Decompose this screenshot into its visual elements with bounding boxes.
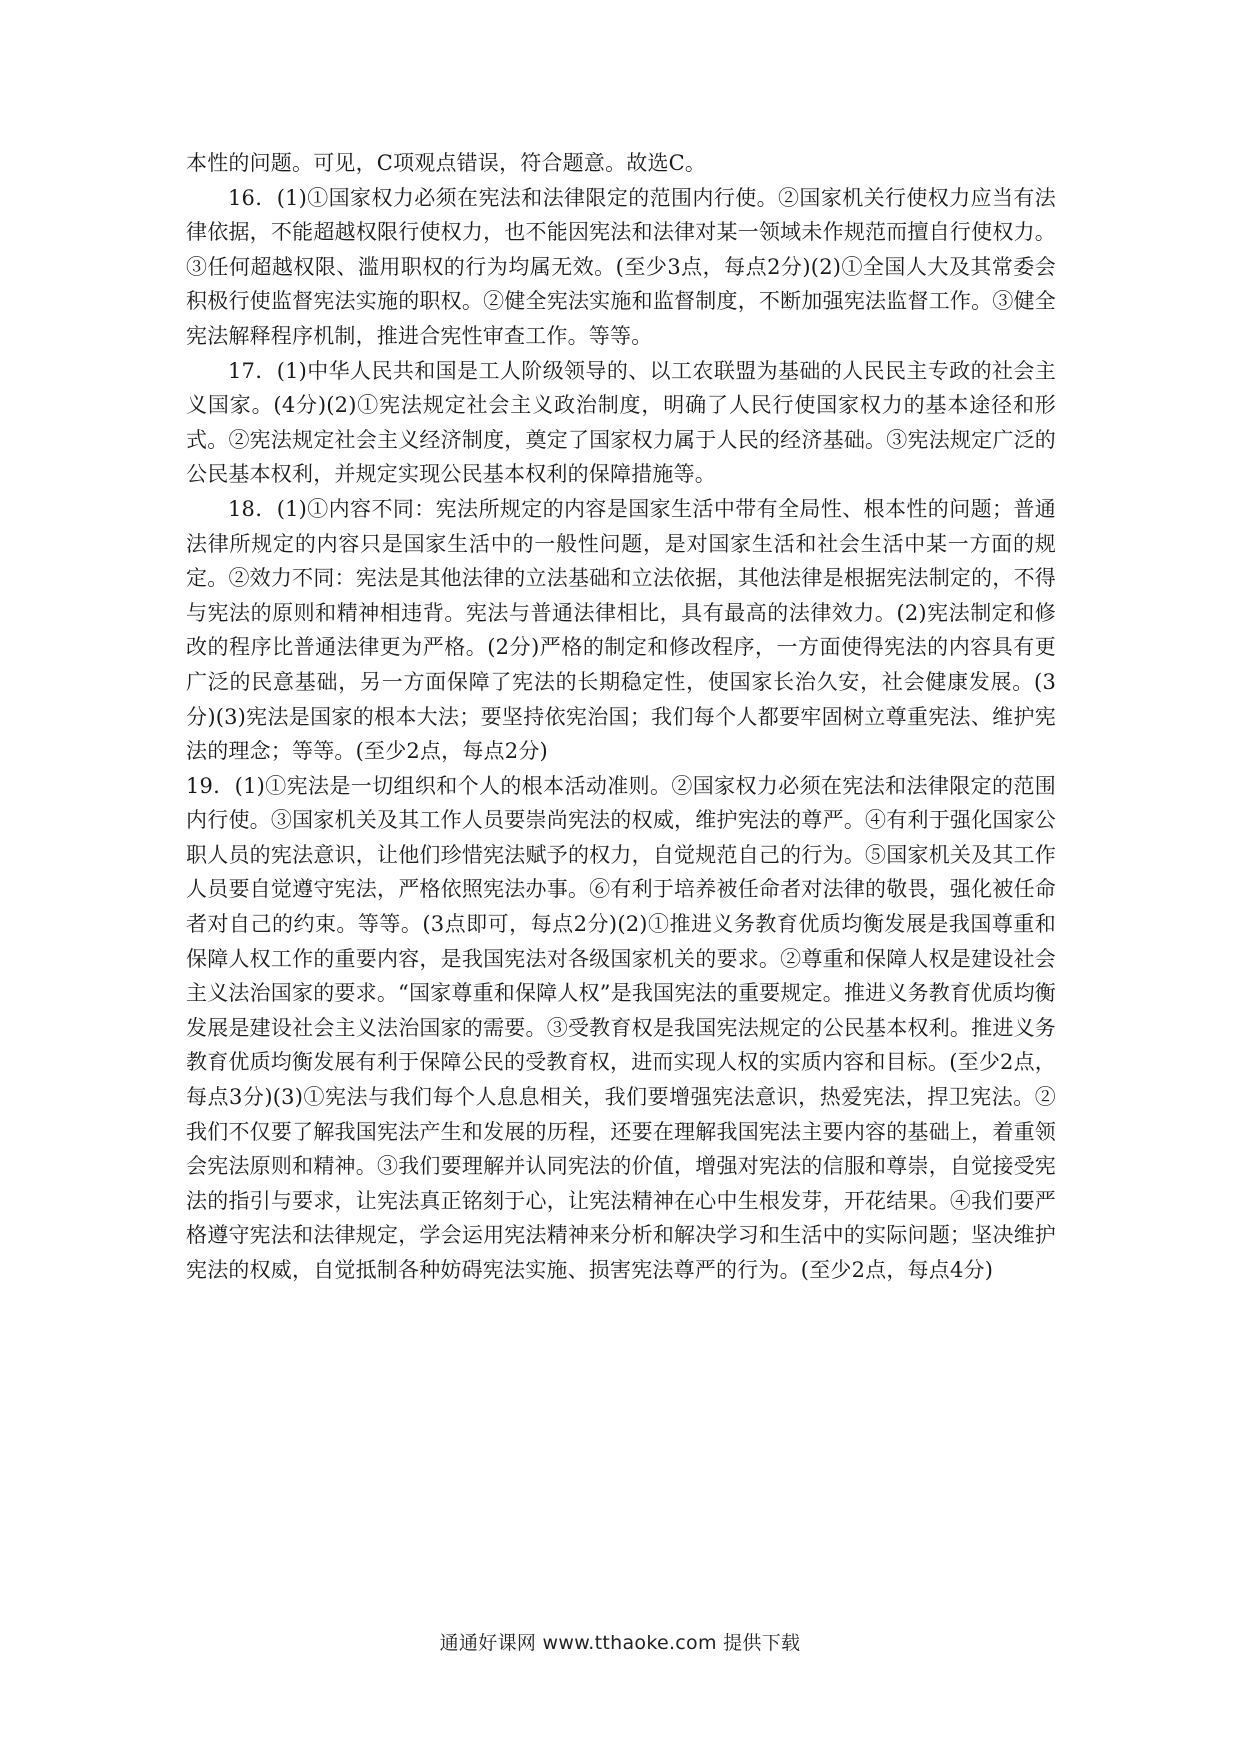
answer-17: 17．(1)中华人民共和国是工人阶级领导的、以工农联盟为基础的人民民主专政的社会主义国家。(4分)(2)①宪法规定社会主义政治制度，明确了人民行使国家权力的基本途径和形式。②宪法规定社会主义经济制度，奠定了国家权力属于人民的经济基础。③宪法规定广泛的公民基本权利，并规定实现公民基本权利的保障措施等。: [186, 358, 1056, 487]
answer-18: 18．(1)①内容不同：宪法所规定的内容是国家生活中带有全局性、根本性的问题；普通法律所规定的内容只是国家生活中的一般性问题，是对国家生活和社会生活中某一方面的规定。②效力不同：宪法是其他法律的立法基础和立法依据，其他法律是根据宪法制定的，不得与宪法的原则和精神相违背。宪法与普通法律相比，具有最高的法律效力。(2)宪法制定和修改的程序比普通法律更为严格。(2分)严格的制定和修改程序，一方面使得宪法的内容具有更广泛的民意基础，另一方面保障了宪法的长期稳定性，使国家长治久安，社会健康发展。(3分)(3)宪法是国家的根本大法；要坚持依宪治国；我们每个人都要牢固树立尊重宪法、维护宪法的理念；等等。(至少2点，每点2分): [186, 496, 1056, 764]
answer-content: [186, 146, 1056, 1288]
answer-16: 16．(1)①国家权力必须在宪法和法律限定的范围内行使。②国家机关行使权力应当有法律依据，不能超越权限行使权力，也不能因宪法和法律对某一领域未作规范而擅自行使权力。③任何超越权限、滥用职权的行为均属无效。(至少3点，每点2分)(2)①全国人大及其常委会积极行使监督宪法实施的职权。②健全宪法实施和监督制度，不断加强宪法监督工作。③健全宪法解释程序机制，推进合宪性审查工作。等等。: [186, 185, 1056, 348]
answer-15-continuation: 本性的问题。可见，C项观点错误，符合题意。故选C。: [186, 151, 707, 175]
answer-19: 19．(1)①宪法是一切组织和个人的根本活动准则。②国家权力必须在宪法和法律限定的范围内行使。③国家机关及其工作人员要崇尚宪法的权威，维护宪法的尊严。④有利于强化国家公职人员的宪法意识，让他们珍惜宪法赋予的权力，自觉规范自己的行为。⑤国家机关及其工作人员要自觉遵守宪法，严格依照宪法办事。⑥有利于培养被任命者对法律的敬畏，强化被任命者对自己的约束。等等。(3点即可，每点2分)(2)①推进义务教育优质均衡发展是我国尊重和保障人权工作的重要内容，是我国宪法对各级国家机关的要求。②尊重和保障人权是建设社会主义法治国家的要求。“国家尊重和保障人权”是我国宪法的重要规定。推进义务教育优质均衡发展是建设社会主义法治国家的需要。③受教育权是我国宪法规定的公民基本权利。推进义务教育优质均衡发展有利于保障公民的受教育权，进而实现人权的实质内容和目标。(至少2点，每点3分)(3)①宪法与我们每个人息息相关，我们要增强宪法意识，热爱宪法，捍卫宪法。②我们不仅要了解我国宪法产生和发展的历程，还要在理解我国宪法主要内容的基础上，着重领会宪法原则和精神。③我们要理解并认同宪法的价值，增强对宪法的信服和尊崇，自觉接受宪法的指引与要求，让宪法真正铭刻于心，让宪法精神在心中生根发芽，开花结果。④我们要严格遵守宪法和法律规定，学会运用宪法精神来分析和解决学习和生活中的实际问题；坚决维护宪法的权威，自觉抵制各种妨碍宪法实施、损害宪法尊严的行为。(至少2点，每点4分): [186, 773, 1056, 1282]
page-footer: 通通好课网 www.tthaoke.com 提供下载: [439, 1632, 801, 1654]
